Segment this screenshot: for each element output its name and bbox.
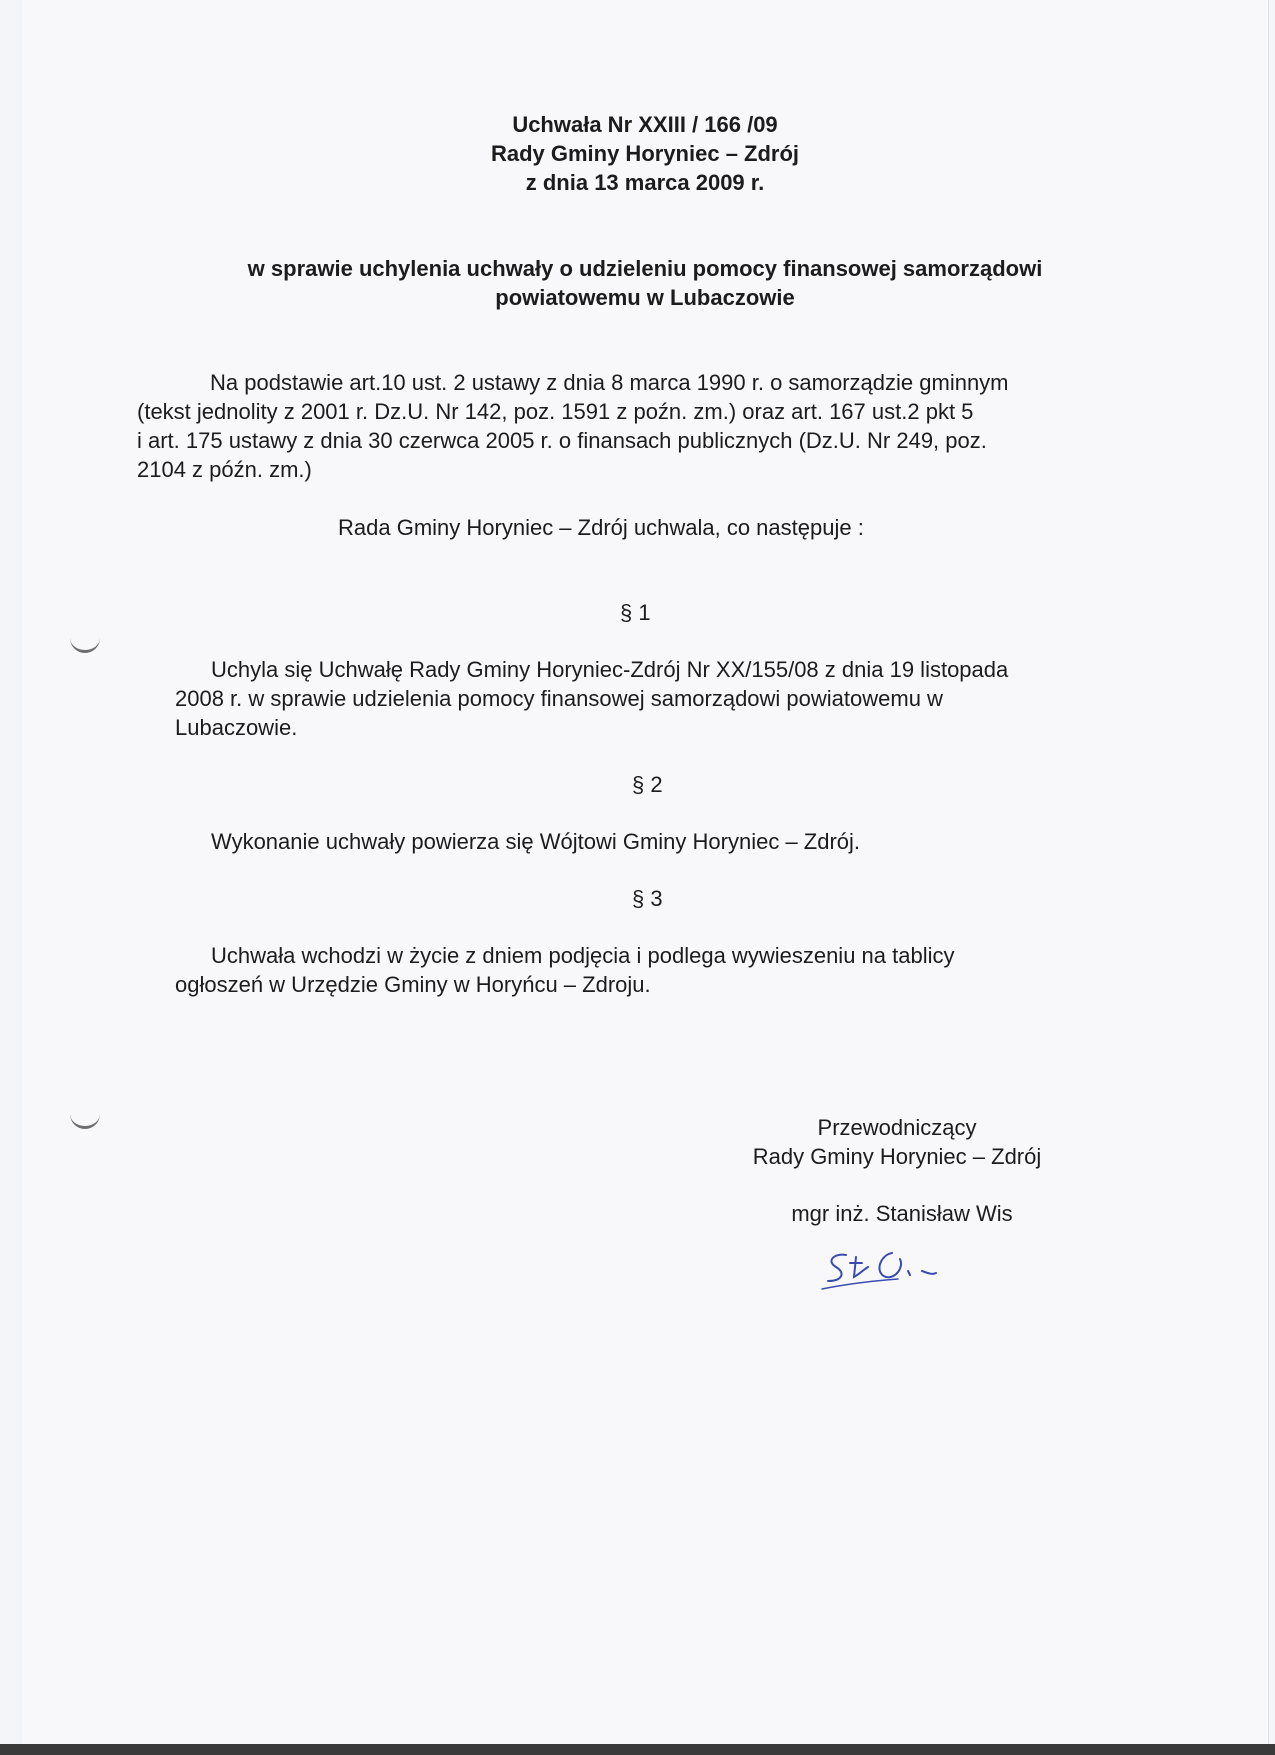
section-1-text — [175, 655, 1008, 742]
resolution-date: z dnia 13 marca 2009 r. — [525, 170, 765, 195]
section-3-line: Uchwała wchodzi w życie z dniem podjęcia i podlega wywieszeniu na tablicy — [211, 943, 955, 968]
scan-bottom-edge — [0, 1744, 1275, 1755]
legal-basis-line: Na podstawie art.10 ust. 2 ustawy z dnia 8 marca 1990 r. o samorządzie gminnym — [210, 370, 1009, 395]
section-1-mark: § 1 — [620, 600, 651, 625]
resolution-subject — [22, 254, 1268, 312]
legal-basis-line: i art. 175 ustawy z dnia 30 czerwca 2005 r. o finansach publicznych (Dz.U. Nr 249, poz. — [137, 428, 987, 453]
signature-block — [722, 1113, 1072, 1171]
section-1-line: Uchyla się Uchwałę Rady Gminy Horyniec-Zdrój Nr XX/155/08 z dnia 19 listopada — [211, 657, 1009, 682]
signatory-name: mgr inż. Stanisław Wis — [791, 1201, 1013, 1226]
handwritten-signature — [812, 1245, 962, 1295]
document-header — [22, 110, 1268, 197]
legal-basis-line: (tekst jednolity z 2001 r. Dz.U. Nr 142, poz. 1591 z poźn. zm.) oraz art. 167 ust.2 pkt 5 — [137, 399, 974, 424]
legal-basis-line: 2104 z późn. zm.) — [137, 457, 312, 482]
signatory-name-block — [752, 1199, 1052, 1228]
section-2-text — [211, 827, 860, 856]
section-2-mark: § 2 — [632, 772, 663, 797]
section-1-line: 2008 r. w sprawie udzielenia pomocy finansowej samorządowi powiatowemu w — [175, 686, 943, 711]
section-1-line: Lubaczowie. — [175, 715, 298, 740]
resolves-text: Rada Gminy Horyniec – Zdrój uchwala, co następuje : — [338, 515, 864, 540]
document-page — [22, 0, 1269, 1744]
council-name: Rady Gminy Horyniec – Zdrój — [490, 141, 800, 166]
section-2-line: Wykonanie uchwały powierza się Wójtowi Gminy Horyniec – Zdrój. — [211, 829, 861, 854]
section-3-line: ogłoszeń w Urzędzie Gminy w Horyńcu – Zdroju. — [175, 972, 651, 997]
subject-line-2: powiatowemu w Lubaczowie — [495, 285, 795, 310]
resolves-clause — [338, 513, 864, 542]
legal-basis — [137, 368, 1009, 484]
signatory-council: Rady Gminy Horyniec – Zdrój — [752, 1144, 1042, 1169]
resolution-number: Uchwała Nr XXIII / 166 /09 — [512, 112, 778, 137]
section-3-text — [175, 941, 954, 999]
subject-line-1: w sprawie uchylenia uchwały o udzieleniu pomocy finansowej samorządowi — [247, 256, 1043, 281]
section-3-mark: § 3 — [632, 886, 663, 911]
signatory-role: Przewodniczący — [817, 1115, 977, 1140]
